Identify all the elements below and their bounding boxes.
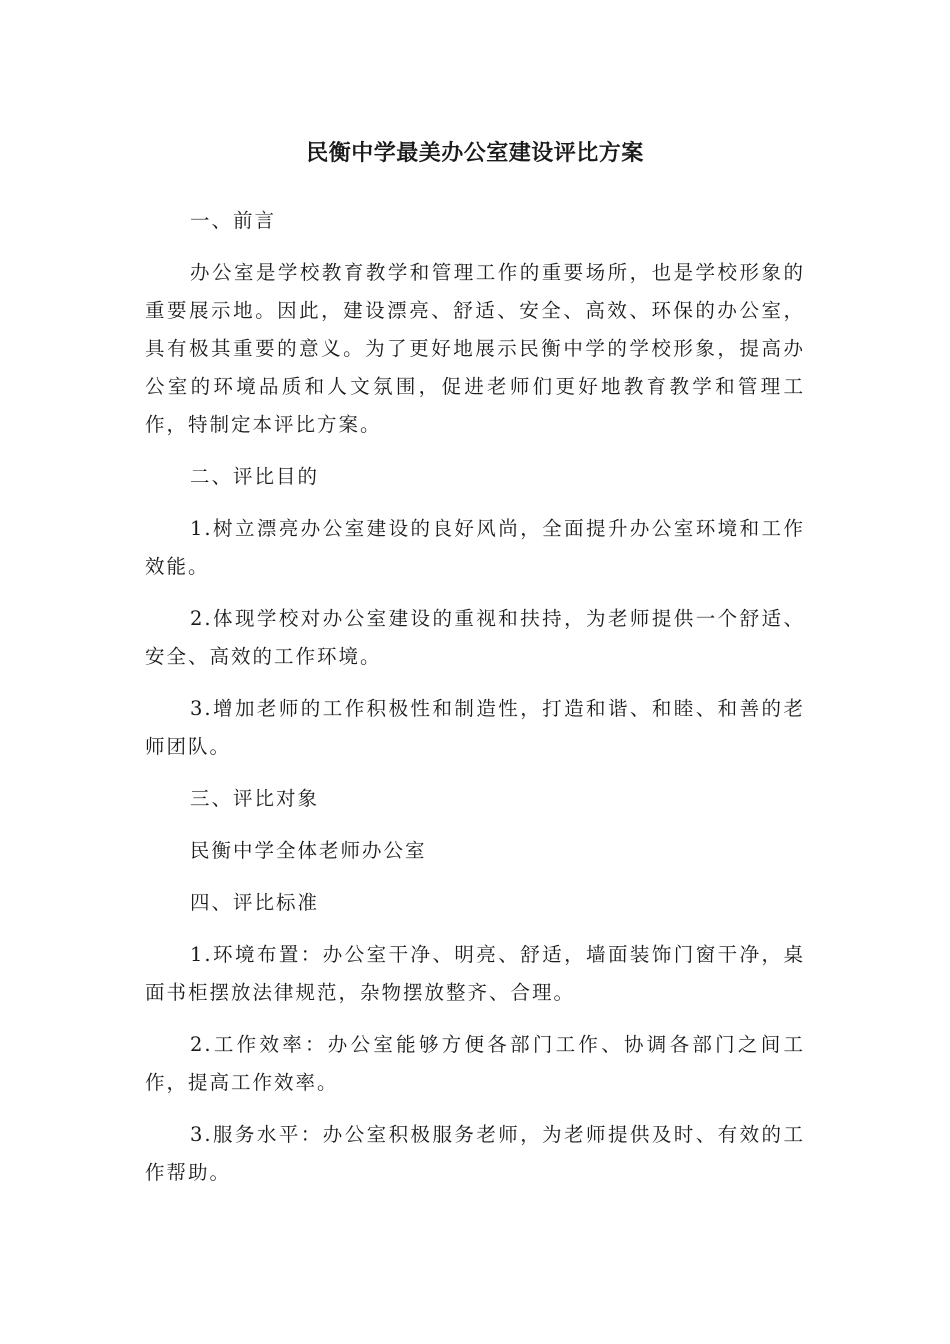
paragraph-target-body: 民衡中学全体老师办公室 bbox=[190, 839, 427, 862]
paragraph-purpose-3: 3.增加老师的工作积极性和制造性，打造和谐、和睦、和善的老师团队。 bbox=[145, 697, 805, 758]
paragraph-criteria-1: 1.环境布置：办公室干净、明亮、舒适，墙面装饰门窗干净，桌面书柜摆放法律规范，杂物摆放整齐、合理。 bbox=[145, 943, 805, 1004]
document-title: 民衡中学最美办公室建设评比方案 bbox=[306, 141, 644, 166]
paragraph-criteria-2: 2.工作效率：办公室能够方便各部门工作、协调各部门之间工作，提高工作效率。 bbox=[145, 1033, 805, 1094]
section-heading-target: 三、评比对象 bbox=[190, 787, 320, 810]
paragraph-purpose-1: 1.树立漂亮办公室建设的良好风尚，全面提升办公室环境和工作效能。 bbox=[145, 517, 805, 578]
section-heading-purpose: 二、评比目的 bbox=[190, 465, 320, 488]
paragraph-purpose-2: 2.体现学校对办公室建设的重视和扶持，为老师提供一个舒适、安全、高效的工作环境。 bbox=[145, 607, 805, 668]
section-heading-preface: 一、前言 bbox=[190, 209, 277, 232]
section-heading-criteria: 四、评比标准 bbox=[190, 891, 320, 914]
paragraph-criteria-3: 3.服务水平：办公室积极服务老师，为老师提供及时、有效的工作帮助。 bbox=[145, 1123, 805, 1184]
document-body bbox=[145, 202, 805, 1206]
paragraph-preface-body: 办公室是学校教育教学和管理工作的重要场所，也是学校形象的重要展示地。因此，建设漂亮、舒适、安全、高效、环保的办公室，具有极其重要的意义。为了更好地展示民衡中学的学校形象，提高办公室的环境品质和人文氛围，促进老师们更好地教育教学和管理工作，特制定本评比方案。 bbox=[145, 261, 805, 436]
